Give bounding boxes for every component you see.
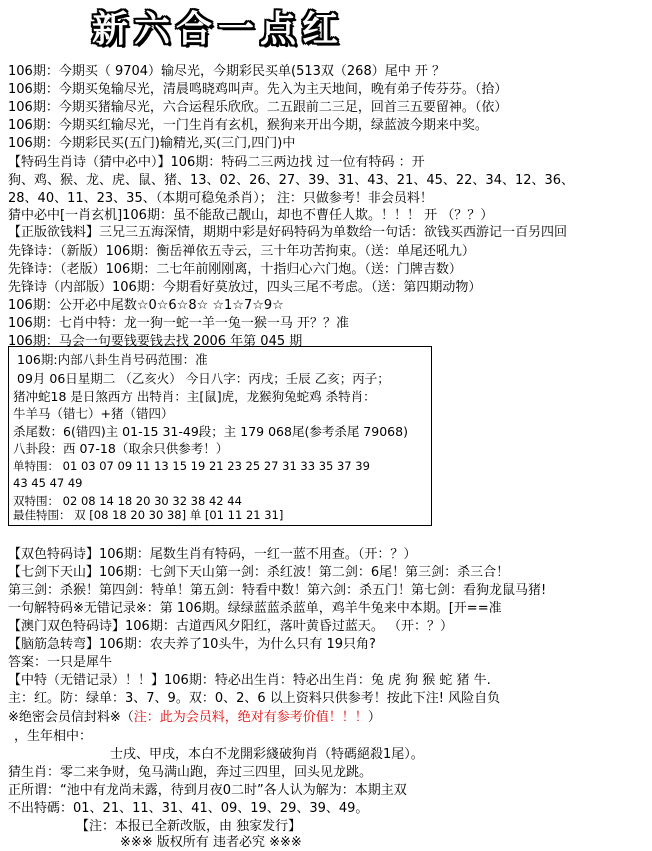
box-line: 杀尾数：6(错四)主 01-15 31-49段；主 179 068尾(参考杀尾 79068) [13,424,408,439]
masthead-logo: 新六合一点红 [92,8,345,50]
box-line: 最佳特围： 双 [08 18 20 30 38] 单 [01 11 21 31] [13,508,284,522]
zhongte-line: 【中特（无错记录）！！】106期：特必出生肖：特必出生肖：兔 虎 狗 猴 蛇 猪 牛. [8,673,491,688]
text-line: 猜生肖：零二来争财，兔马满山跑，奔过三四里，回头见龙跳。 [8,765,373,780]
box-line: 八卦段：西 07-18（取余只供参考！） [13,441,229,456]
text-line: 【正版欲钱料】三兄三五海深情，期期中彩是好码特码为单数给一句话：欲钱买西游记一百另四回 [8,225,568,240]
text-line: 106期：今期买红输尽光，一门生肖有玄机，猴狗来开出今期，绿蓝波今期来中奖。 [8,118,488,133]
text-line: 先锋诗：（新版）106期：衡岳禅依五寺云，三十年功苦拘束。（送：单尾还吼九） [8,244,475,259]
text-line: 【双色特码诗】106期：尾数生肖有特码，一红一蓝不用查。（开：？） [8,547,417,562]
footer-line: ※※※ 版权所有 违者必究 ※※※ [120,835,302,850]
text-line: 答案：一只是犀牛 [8,655,113,670]
text-line: 士戌、甲戌，本白不龙開彩綫破狗肖（特碼絕殺1尾）。 [110,747,424,762]
text-line: 正所谓：“池中有龙尚未露，待到月夜0二时”各人认为解为：本期主双 [8,783,407,798]
text-line: 先锋诗：（老版）106期：二七年前刚刚离，十指归心六门炮。（送：门牌吉数） [8,262,462,277]
text-line: 106期：今期买兔输尽光，清晨鸣晓鸡叫声。先入为主天地间，晚有弟子传芬芬。（拾） [8,82,508,97]
text-line: 106期：今期买（ 9704）输尽光，今期彩民买单(513双（268）尾中 开 ？ [8,64,445,79]
text-line: 【注：本报已全新改版，由 独家发行】 [76,819,302,834]
zhuhong-line: 主：红。防：绿单：3、7、9。双：0、2、6 以上资料只供参考！按此下注! 风险自负 [8,691,501,706]
text-line: 106期：今期彩民买(五门)输精光,买(三门,四门)中 [8,136,296,151]
box-line: 43 45 47 49 [13,476,83,490]
text-line: 106期：今期买猪输尽光，六合运程乐欣欣。二五跟前二三足，回首三五要留神。（依） [8,100,508,115]
text-line: 第三剑：杀猴！第四剑：特单！第五剑：特看中数！第六剑：杀五门！第七剑：看狗龙鼠马猪! [8,583,547,598]
secret-line [8,709,381,726]
box-line: 牛羊马（错七）+猪（错四） [13,406,174,421]
box-line: 09月 06日星期二 （乙亥火） 今日八字：丙戌；壬辰 乙亥；丙子； [17,371,390,386]
bagua-box [8,346,432,526]
text-line: 【特码生肖诗（猜中必中）】106期：特码二三两边找 过一位有特码 ：开 [8,155,425,170]
text-line: 106期：七肖中特：龙一狗一蛇一羊一兔一猴一马 开？？准 [8,316,349,331]
text-line: 不出特碼：01、21、11、31、41、09、19、29、39、49。 [8,801,369,816]
box-line: 106期:内部八卦生肖号码范围：准 [17,352,208,367]
text-line: 【脑筋急转弯】106期：农夫养了10头牛，为什么只有 19只角? [8,637,376,652]
secret-label: ※绝密会员信封料※（ [8,710,134,725]
secret-close: ） [367,710,381,725]
text-line: 【澳门双色特码诗】106期：古道西风夕阳红，落叶黄昏过蓝天。 （开：？） [8,619,453,634]
text-line: 【七剑下天山】106期：七剑下天山第一剑：杀红波！第二剑：6尾！第三剑：杀三合！ [8,565,510,580]
secret-note: 注：此为会员料，绝对有参考价值！！！ [133,710,368,725]
text-line: ，生年相中： [14,729,93,744]
text-line: 先锋诗（内部版）106期：今期看好莫放过，四头三尾不考虑。（送：第四期动物） [8,280,482,295]
text-line: 28、40、11、23、35、（本期可稳兔杀肖）； 注：只做参考！非会员料！ [8,191,433,206]
text-line: 狗、鸡、猴、龙、虎、鼠、猪、13、02、26、27、39、31、43、21、45、22、34、12、36、 [8,173,575,188]
text-line: 一句解特码※无错记录※：第 106期。绿绿蓝蓝杀蓝单，鸡羊牛兔来中本期。[开==准 [8,601,502,616]
box-line: 双特围： 02 08 14 18 20 30 32 38 42 44 [13,494,242,508]
box-line: 猪冲蛇18 是日煞西方 出特肖：主[鼠]虎，龙猴狗兔蛇鸡 杀特肖： [13,389,376,404]
text-line: 106期：马会一句要钱要钱去找 2006 年第 045 期 [8,334,303,349]
text-line: 猜中必中[一肖玄机]106期：虽不能敌己靓山，却也不曹任人欺。！！！ 开 （？？） [8,208,494,223]
text-line: 106期：公开必中尾数☆0☆6☆8☆ ☆1☆7☆9☆ [8,298,284,313]
box-line: 单特围： 01 03 07 09 11 13 15 19 21 23 25 27 31 33 35 37 39 [13,459,370,473]
